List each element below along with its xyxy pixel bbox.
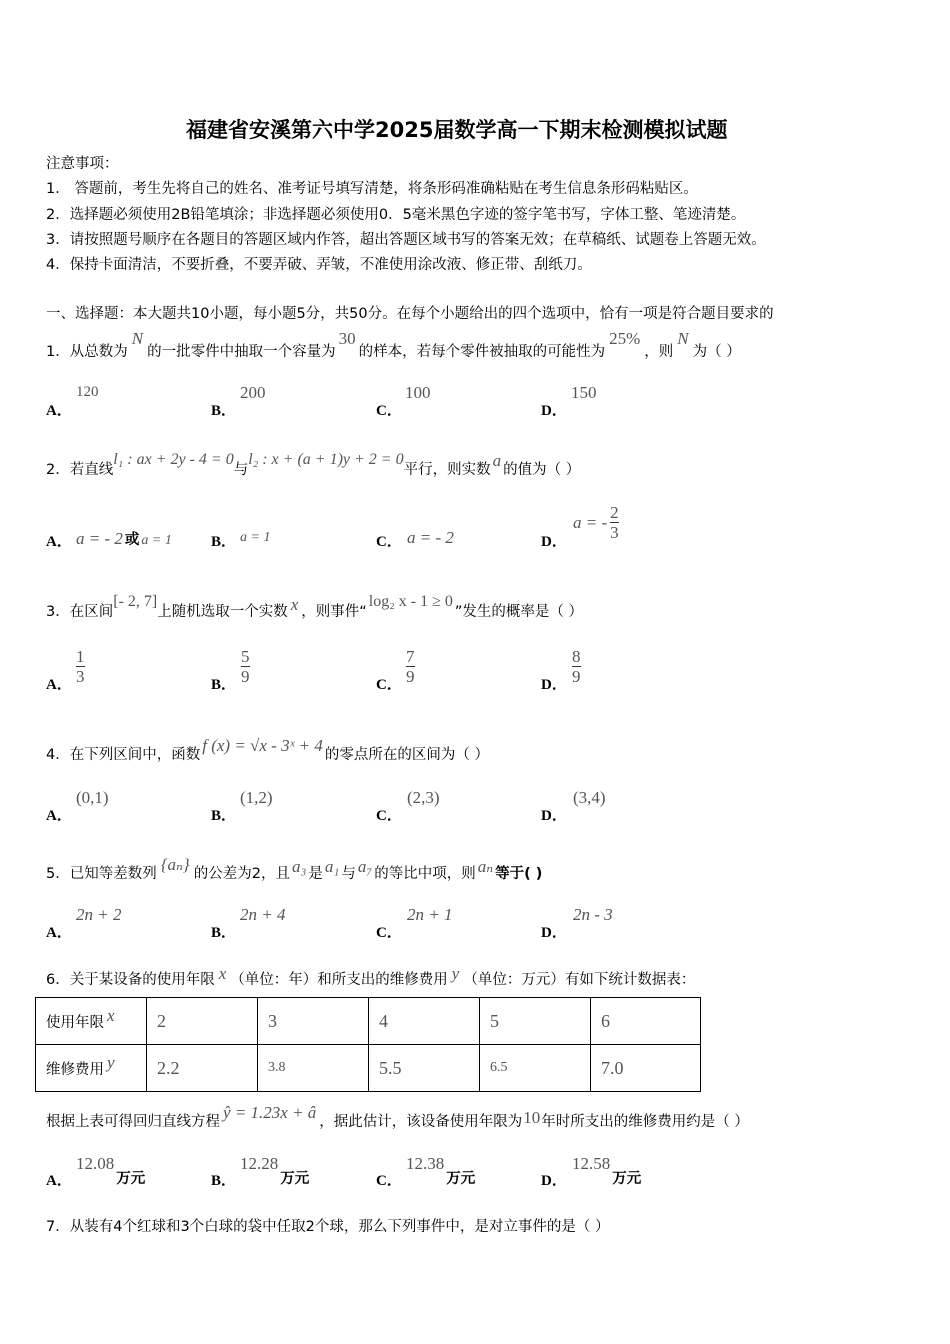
question-number: 4． — [46, 747, 70, 763]
option-label-b: B． — [211, 925, 237, 941]
option-label-d: D． — [541, 534, 567, 550]
question-6-stem: 6．关于某设备的使用年限 x （单位：年）和所支出的维修费用 y （单位：万元）有如下统计数据表： — [46, 964, 696, 988]
q6-option-c: 12.38万元 — [406, 1154, 476, 1187]
table-cell: 5.5 — [369, 1045, 480, 1092]
q4-option-b: (1,2) — [240, 788, 273, 807]
option-label-c: C． — [376, 534, 402, 550]
q6-option-a: 12.08万元 — [76, 1154, 146, 1187]
q2-option-c: a = - 2 — [407, 528, 454, 547]
table-row — [36, 998, 701, 1045]
q5-option-a: 2n + 2 — [76, 905, 122, 924]
notice-item-2: 2．选择题必须使用2B铅笔填涂；非选择题必须使用0．5毫米黑色字迹的签字笔书写，字体工整、笔迹清楚。 — [46, 207, 746, 223]
math-interval: [- 2, 7] — [113, 593, 158, 610]
q2-option-a: a = - 2 或 a = 1 — [76, 529, 172, 548]
option-label-a: A． — [46, 808, 72, 824]
question-number: 3． — [46, 604, 70, 620]
q1-option-c: 100 — [405, 383, 431, 402]
option-label-a: A． — [46, 1173, 72, 1189]
q4-option-d: (3,4) — [573, 788, 606, 807]
math-10: 10 — [523, 1108, 541, 1127]
option-label-a: A． — [46, 925, 72, 941]
q6-option-b: 12.28万元 — [240, 1154, 310, 1187]
question-number: 1． — [46, 344, 70, 360]
table-cell: 2 — [147, 998, 258, 1045]
question-number: 2． — [46, 462, 70, 478]
q2-option-b: a = 1 — [240, 530, 271, 545]
q5-option-b: 2n + 4 — [240, 905, 286, 924]
q3-option-d: 8 9 — [572, 647, 581, 686]
table-cell: 3 — [258, 998, 369, 1045]
option-label-b: B． — [211, 677, 237, 693]
option-label-a: A． — [46, 534, 72, 550]
table-row-header: 维修费用 y — [36, 1045, 147, 1092]
math-function: f (x) = √x - 3ˣ + 4 — [202, 736, 323, 755]
option-label-b: B． — [211, 403, 237, 419]
q3-option-b: 5 9 — [241, 647, 250, 686]
table-cell: 4 — [369, 998, 480, 1045]
math-a3: a₃ — [291, 857, 307, 876]
math-y: y — [451, 964, 460, 983]
question-3-stem: 3．在区间[- 2, 7]上随机选取一个实数 x ，则事件“log₂ x - 1 ≥ 0”发生的概率是（ ） — [46, 593, 584, 620]
question-6-regression: 根据上表可得回归直线方程 ŷ = 1.23x + â ，据此估计，该设备使用年限为10年时所支出的维修费用约是（ ） — [46, 1103, 749, 1130]
option-label-c: C． — [376, 403, 402, 419]
math-a7: a₇ — [357, 857, 373, 876]
question-number: 7． — [46, 1219, 70, 1235]
math-line-l1: l₁ : ax + 2y - 4 = 0 — [113, 451, 234, 468]
q6-option-d: 12.58万元 — [572, 1154, 642, 1187]
option-label-a: A． — [46, 677, 72, 693]
page-title: 福建省安溪第六中学2025届数学高一下期末检测模拟试题 — [186, 118, 728, 142]
math-line-l2: l₂ : x + (a + 1)y + 2 = 0 — [248, 451, 404, 468]
option-label-b: B． — [211, 534, 237, 550]
table-row — [36, 1045, 701, 1092]
math-30: 30 — [338, 329, 356, 348]
option-label-c: C． — [376, 925, 402, 941]
table-cell: 6.5 — [480, 1045, 591, 1092]
table-cell: 7.0 — [591, 1045, 701, 1092]
q1-option-b: 200 — [240, 383, 266, 402]
data-table — [35, 997, 701, 1092]
question-2-stem: 2．若直线l₁ : ax + 2y - 4 = 0与l₂ : x + (a + 1)y + 2 = 0平行，则实数 a 的值为（ ） — [46, 451, 581, 478]
option-label-b: B． — [211, 1173, 237, 1189]
option-label-d: D． — [541, 403, 567, 419]
q2-option-d: a = - $\frac{2}{3}$ — [573, 503, 619, 542]
option-label-c: C． — [376, 1173, 402, 1189]
math-25-percent: 25% — [609, 329, 641, 348]
q5-option-c: 2n + 1 — [407, 905, 453, 924]
table-cell: 3.8 — [258, 1045, 369, 1092]
table-cell: 2.2 — [147, 1045, 258, 1092]
question-number: 6． — [46, 972, 70, 988]
option-label-d: D． — [541, 1173, 567, 1189]
math-an: aₙ — [477, 857, 494, 876]
q3-option-c: 7 9 — [406, 647, 415, 686]
option-label-d: D． — [541, 808, 567, 824]
option-label-c: C． — [376, 808, 402, 824]
option-label-a: A． — [46, 403, 72, 419]
math-a1: a₁ — [324, 857, 340, 876]
question-7-stem: 7．从装有4个红球和3个白球的袋中任取2个球，那么下列事件中，是对立事件的是（ ） — [46, 1219, 610, 1235]
question-5-stem: 5．已知等差数列 {aₙ} 的公差为2，且 a₃ 是 a₁ 与 a₇ 的等比中项，则 aₙ 等于( ) — [46, 855, 543, 882]
q3-option-a: 1 3 — [76, 647, 85, 686]
math-regression-equation: ŷ = 1.23x + â — [223, 1103, 317, 1122]
option-label-c: C． — [376, 677, 402, 693]
math-x: x — [290, 595, 299, 614]
q5-option-d: 2n - 3 — [573, 905, 613, 924]
section-heading: 一、选择题：本大题共10小题，每小题5分，共50分。在每个小题给出的四个选项中，恰有一项是符合题目要求的 — [46, 306, 774, 322]
math-log-event: log₂ x - 1 ≥ 0 — [368, 593, 453, 610]
q1-option-a: 120 — [76, 384, 99, 400]
notice-heading: 注意事项： — [46, 156, 119, 172]
notice-item-4: 4．保持卡面清洁，不要折叠，不要弄破、弄皱，不准使用涂改液、修正带、刮纸刀。 — [46, 257, 592, 273]
notice-item-1: 1． 答题前，考生先将自己的姓名、准考证号填写清楚，将条形码准确粘贴在考生信息条形码粘贴区。 — [46, 181, 698, 197]
q4-option-c: (2,3) — [407, 788, 440, 807]
q4-option-a: (0,1) — [76, 788, 109, 807]
table-row-header: 使用年限 x — [36, 998, 147, 1045]
question-1-stem: 1．从总数为N的一批零件中抽取一个容量为30的样本，若每个零件被抽取的可能性为25%，则N为（ ） — [46, 329, 741, 360]
math-N: N — [131, 329, 144, 348]
question-number: 5． — [46, 866, 70, 882]
option-label-d: D． — [541, 677, 567, 693]
question-4-stem: 4．在下列区间中，函数 f (x) = √x - 3ˣ + 4 的零点所在的区间为（ ） — [46, 736, 489, 763]
option-label-d: D． — [541, 925, 567, 941]
option-label-b: B． — [211, 808, 237, 824]
q1-option-d: 150 — [571, 383, 597, 402]
table-cell: 5 — [480, 998, 591, 1045]
notice-item-3: 3．请按照题号顺序在各题目的答题区域内作答，超出答题区域书写的答案无效；在草稿纸、试题卷上答题无效。 — [46, 232, 766, 248]
math-a: a — [492, 451, 502, 470]
math-sequence: {aₙ} — [160, 855, 190, 874]
math-x: x — [218, 964, 227, 983]
math-N-2: N — [677, 329, 689, 348]
table-cell: 6 — [591, 998, 701, 1045]
